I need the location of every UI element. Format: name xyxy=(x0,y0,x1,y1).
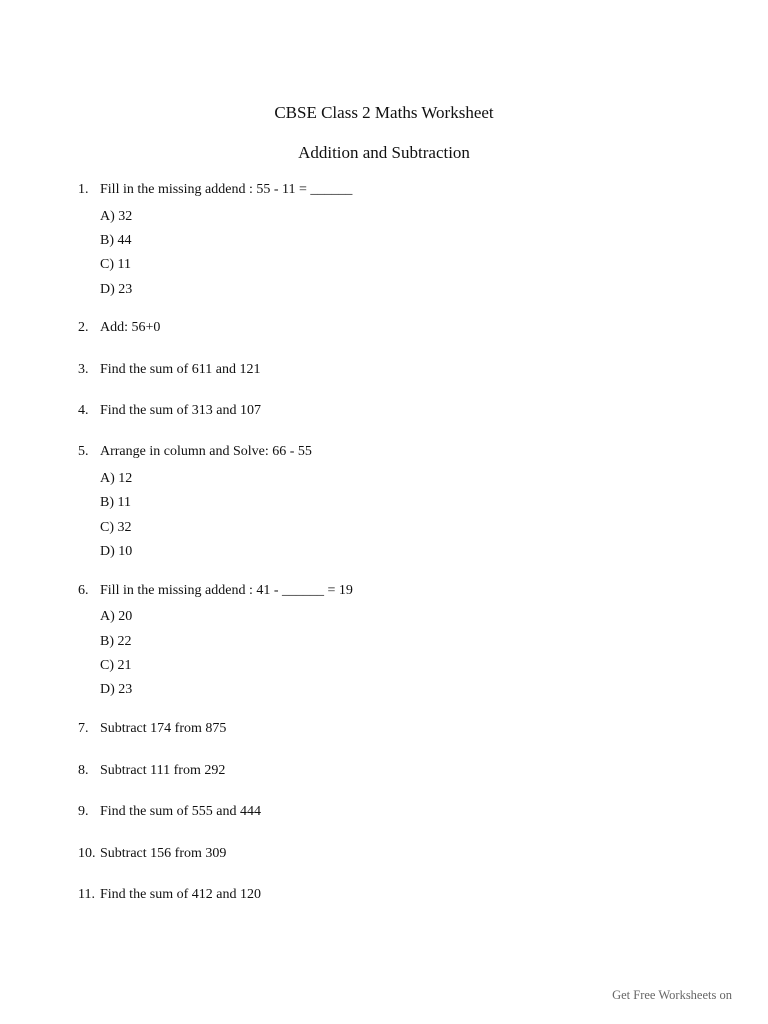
question-number: 4. xyxy=(78,403,89,418)
question-number: 2. xyxy=(78,320,89,335)
question-5-option-c: C) 32 xyxy=(100,520,132,535)
question-10 xyxy=(78,845,226,863)
question-5 xyxy=(78,443,312,461)
question-number: 10. xyxy=(78,846,96,861)
question-number: 3. xyxy=(78,362,89,377)
footer-text: Get Free Worksheets on xyxy=(612,988,732,1002)
question-1-option-c: C) 11 xyxy=(100,257,131,272)
question-number: 1. xyxy=(78,182,89,197)
question-text: Arrange in column and Solve: 66 - 55 xyxy=(100,444,312,459)
question-1-option-b: B) 44 xyxy=(100,233,132,248)
question-3 xyxy=(78,361,260,379)
question-text: Fill in the missing addend : 41 - ______ = 19 xyxy=(100,583,353,598)
worksheet-subtitle: Addition and Subtraction xyxy=(298,143,470,162)
question-8 xyxy=(78,762,225,780)
question-text: Add: 56+0 xyxy=(100,320,161,335)
question-text: Subtract 111 from 292 xyxy=(100,763,226,778)
question-5-option-b: B) 11 xyxy=(100,495,131,510)
question-5-option-d: D) 10 xyxy=(100,544,133,559)
question-9 xyxy=(78,803,261,821)
question-number: 11. xyxy=(78,887,95,902)
question-5-option-a: A) 12 xyxy=(100,471,133,486)
question-4 xyxy=(78,402,261,420)
question-6-option-c: C) 21 xyxy=(100,658,132,673)
question-text: Subtract 174 from 875 xyxy=(100,721,227,736)
question-text: Find the sum of 412 and 120 xyxy=(100,887,261,902)
question-text: Subtract 156 from 309 xyxy=(100,846,227,861)
question-1-option-d: D) 23 xyxy=(100,282,133,297)
question-number: 8. xyxy=(78,763,89,778)
question-2 xyxy=(78,319,160,337)
question-text: Find the sum of 611 and 121 xyxy=(100,362,261,377)
question-1 xyxy=(78,181,352,199)
question-number: 7. xyxy=(78,721,89,736)
question-number: 6. xyxy=(78,583,89,598)
question-number: 9. xyxy=(78,804,89,819)
question-number: 5. xyxy=(78,444,89,459)
question-6-option-a: A) 20 xyxy=(100,609,133,624)
question-7 xyxy=(78,720,226,738)
question-6-option-d: D) 23 xyxy=(100,682,133,697)
question-6-option-b: B) 22 xyxy=(100,634,132,649)
question-text: Find the sum of 555 and 444 xyxy=(100,804,261,819)
question-text: Find the sum of 313 and 107 xyxy=(100,403,261,418)
question-6 xyxy=(78,582,353,600)
question-11 xyxy=(78,886,261,904)
question-text: Fill in the missing addend : 55 - 11 = ______ xyxy=(100,182,353,197)
question-1-option-a: A) 32 xyxy=(100,209,133,224)
worksheet-title: CBSE Class 2 Maths Worksheet xyxy=(274,103,494,122)
